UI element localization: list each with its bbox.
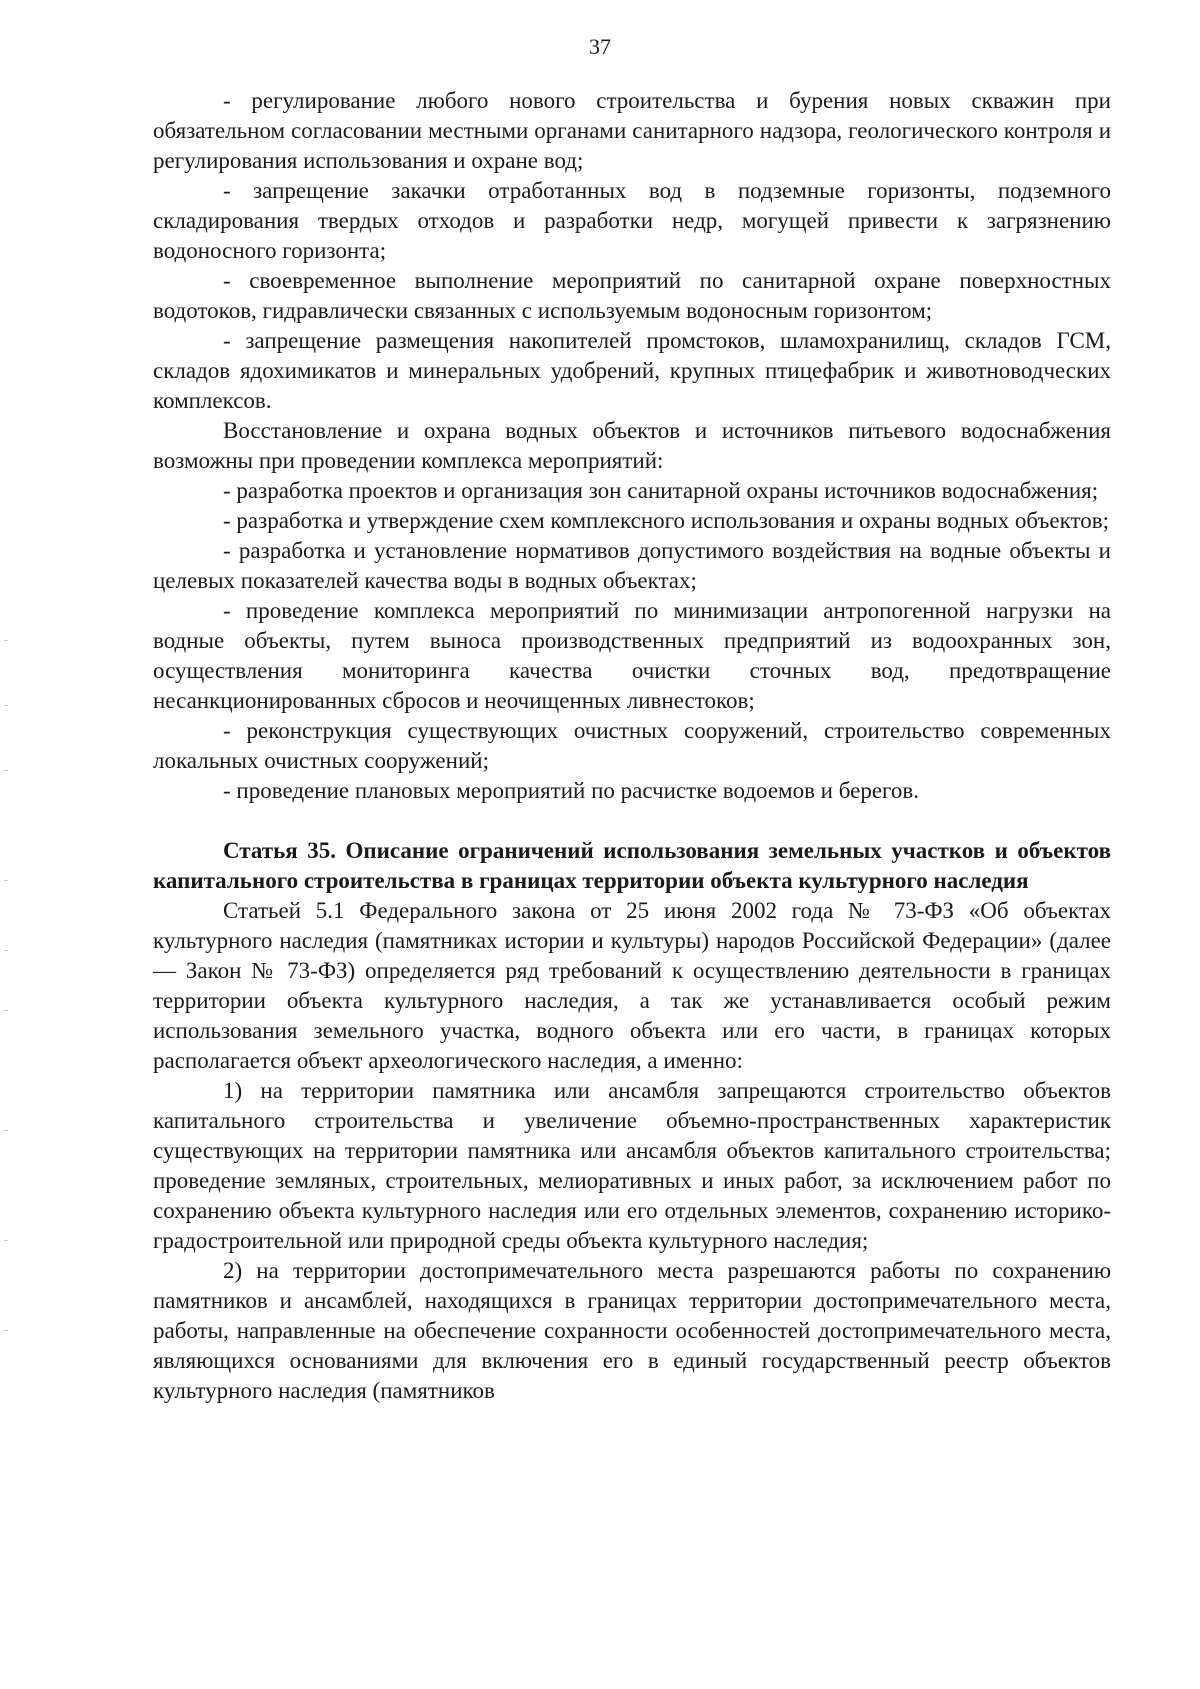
document-body [153, 86, 1111, 1406]
paragraph: - проведение комплекса мероприятий по минимизации антропогенной нагрузки на водные объекты, путем выноса производственных предприятий из водоохранных зон, осуществления мониторинга качества очистки сточных вод, предотвращение несанкционированных сбросов и неочищенных ливнестоков; [153, 598, 1111, 713]
paragraph: - запрещение закачки отработанных вод в подземные горизонты, подземного складирования твердых отходов и разработки недр, могущей привести к загрязнению водоносного горизонта; [153, 178, 1111, 263]
paragraph: - запрещение размещения накопителей промстоков, шламохранилищ, складов ГСМ, складов ядохимикатов и минеральных удобрений, крупных птицефабрик и животноводческих комплексов. [153, 328, 1111, 413]
paragraph: Восстановление и охрана водных объектов и источников питьевого водоснабжения возможны при проведении комплекса мероприятий: [153, 418, 1111, 473]
paragraph: - разработка и установление нормативов допустимого воздействия на водные объекты и целевых показателей качества воды в водных объектах; [153, 538, 1111, 593]
paragraph: 2) на территории достопримечательного места разрешаются работы по сохранению памятников и ансамблей, находящихся в границах территории достопримечательного места, работы, направленные на обеспечение сохранности особенностей достопримечательного места, являющихся основаниями для включения его в единый государственный реестр объектов культурного наследия (памятников [153, 1258, 1111, 1403]
paragraph: - разработка и утверждение схем комплексного использования и охраны водных объектов; [223, 508, 1109, 533]
paragraph: - разработка проектов и организация зон санитарной охраны источников водоснабжения; [223, 478, 1099, 503]
paragraph: - регулирование любого нового строительства и бурения новых скважин при обязательном согласовании местными органами санитарного надзора, геологического контроля и регулирования использования и охране вод; [153, 88, 1111, 173]
scan-edge-marks [4, 0, 10, 1689]
paragraph: Статьей 5.1 Федерального закона от 25 июня 2002 года № 73-ФЗ «Об объектах культурного наследия (памятниках истории и культуры) народов Российской Федерации» (далее — Закон № 73-ФЗ) определяется ряд требований к осуществлению деятельности в границах территории объекта культурного наследия, а так же устанавливается особый режим использования земельного участка, водного объекта или его части, в границах которых располагается объект археологического наследия, а именно: [153, 898, 1111, 1073]
paragraph: - своевременное выполнение мероприятий по санитарной охране поверхностных водотоков, гидравлически связанных с используемым водоносным горизонтом; [153, 268, 1111, 323]
paragraph: - проведение плановых мероприятий по расчистке водоемов и берегов. [223, 778, 920, 803]
article-heading: Статья 35. Описание ограничений использования земельных участков и объектов капитального строительства в границах территории объекта культурного наследия [153, 838, 1111, 893]
paragraph: 1) на территории памятника или ансамбля запрещаются строительство объектов капитального строительства и увеличение объемно-пространственных характеристик существующих на территории памятника или ансамбля объектов капитального строительства; проведение земляных, строительных, мелиоративных и иных работ, за исключением работ по сохранению объекта культурного наследия или его отдельных элементов, сохранению историко-градостроительной или природной среды объекта культурного наследия; [153, 1078, 1111, 1253]
paragraph: - реконструкция существующих очистных сооружений, строительство современных локальных очистных сооружений; [153, 718, 1111, 773]
page-number: 37 [589, 34, 611, 59]
